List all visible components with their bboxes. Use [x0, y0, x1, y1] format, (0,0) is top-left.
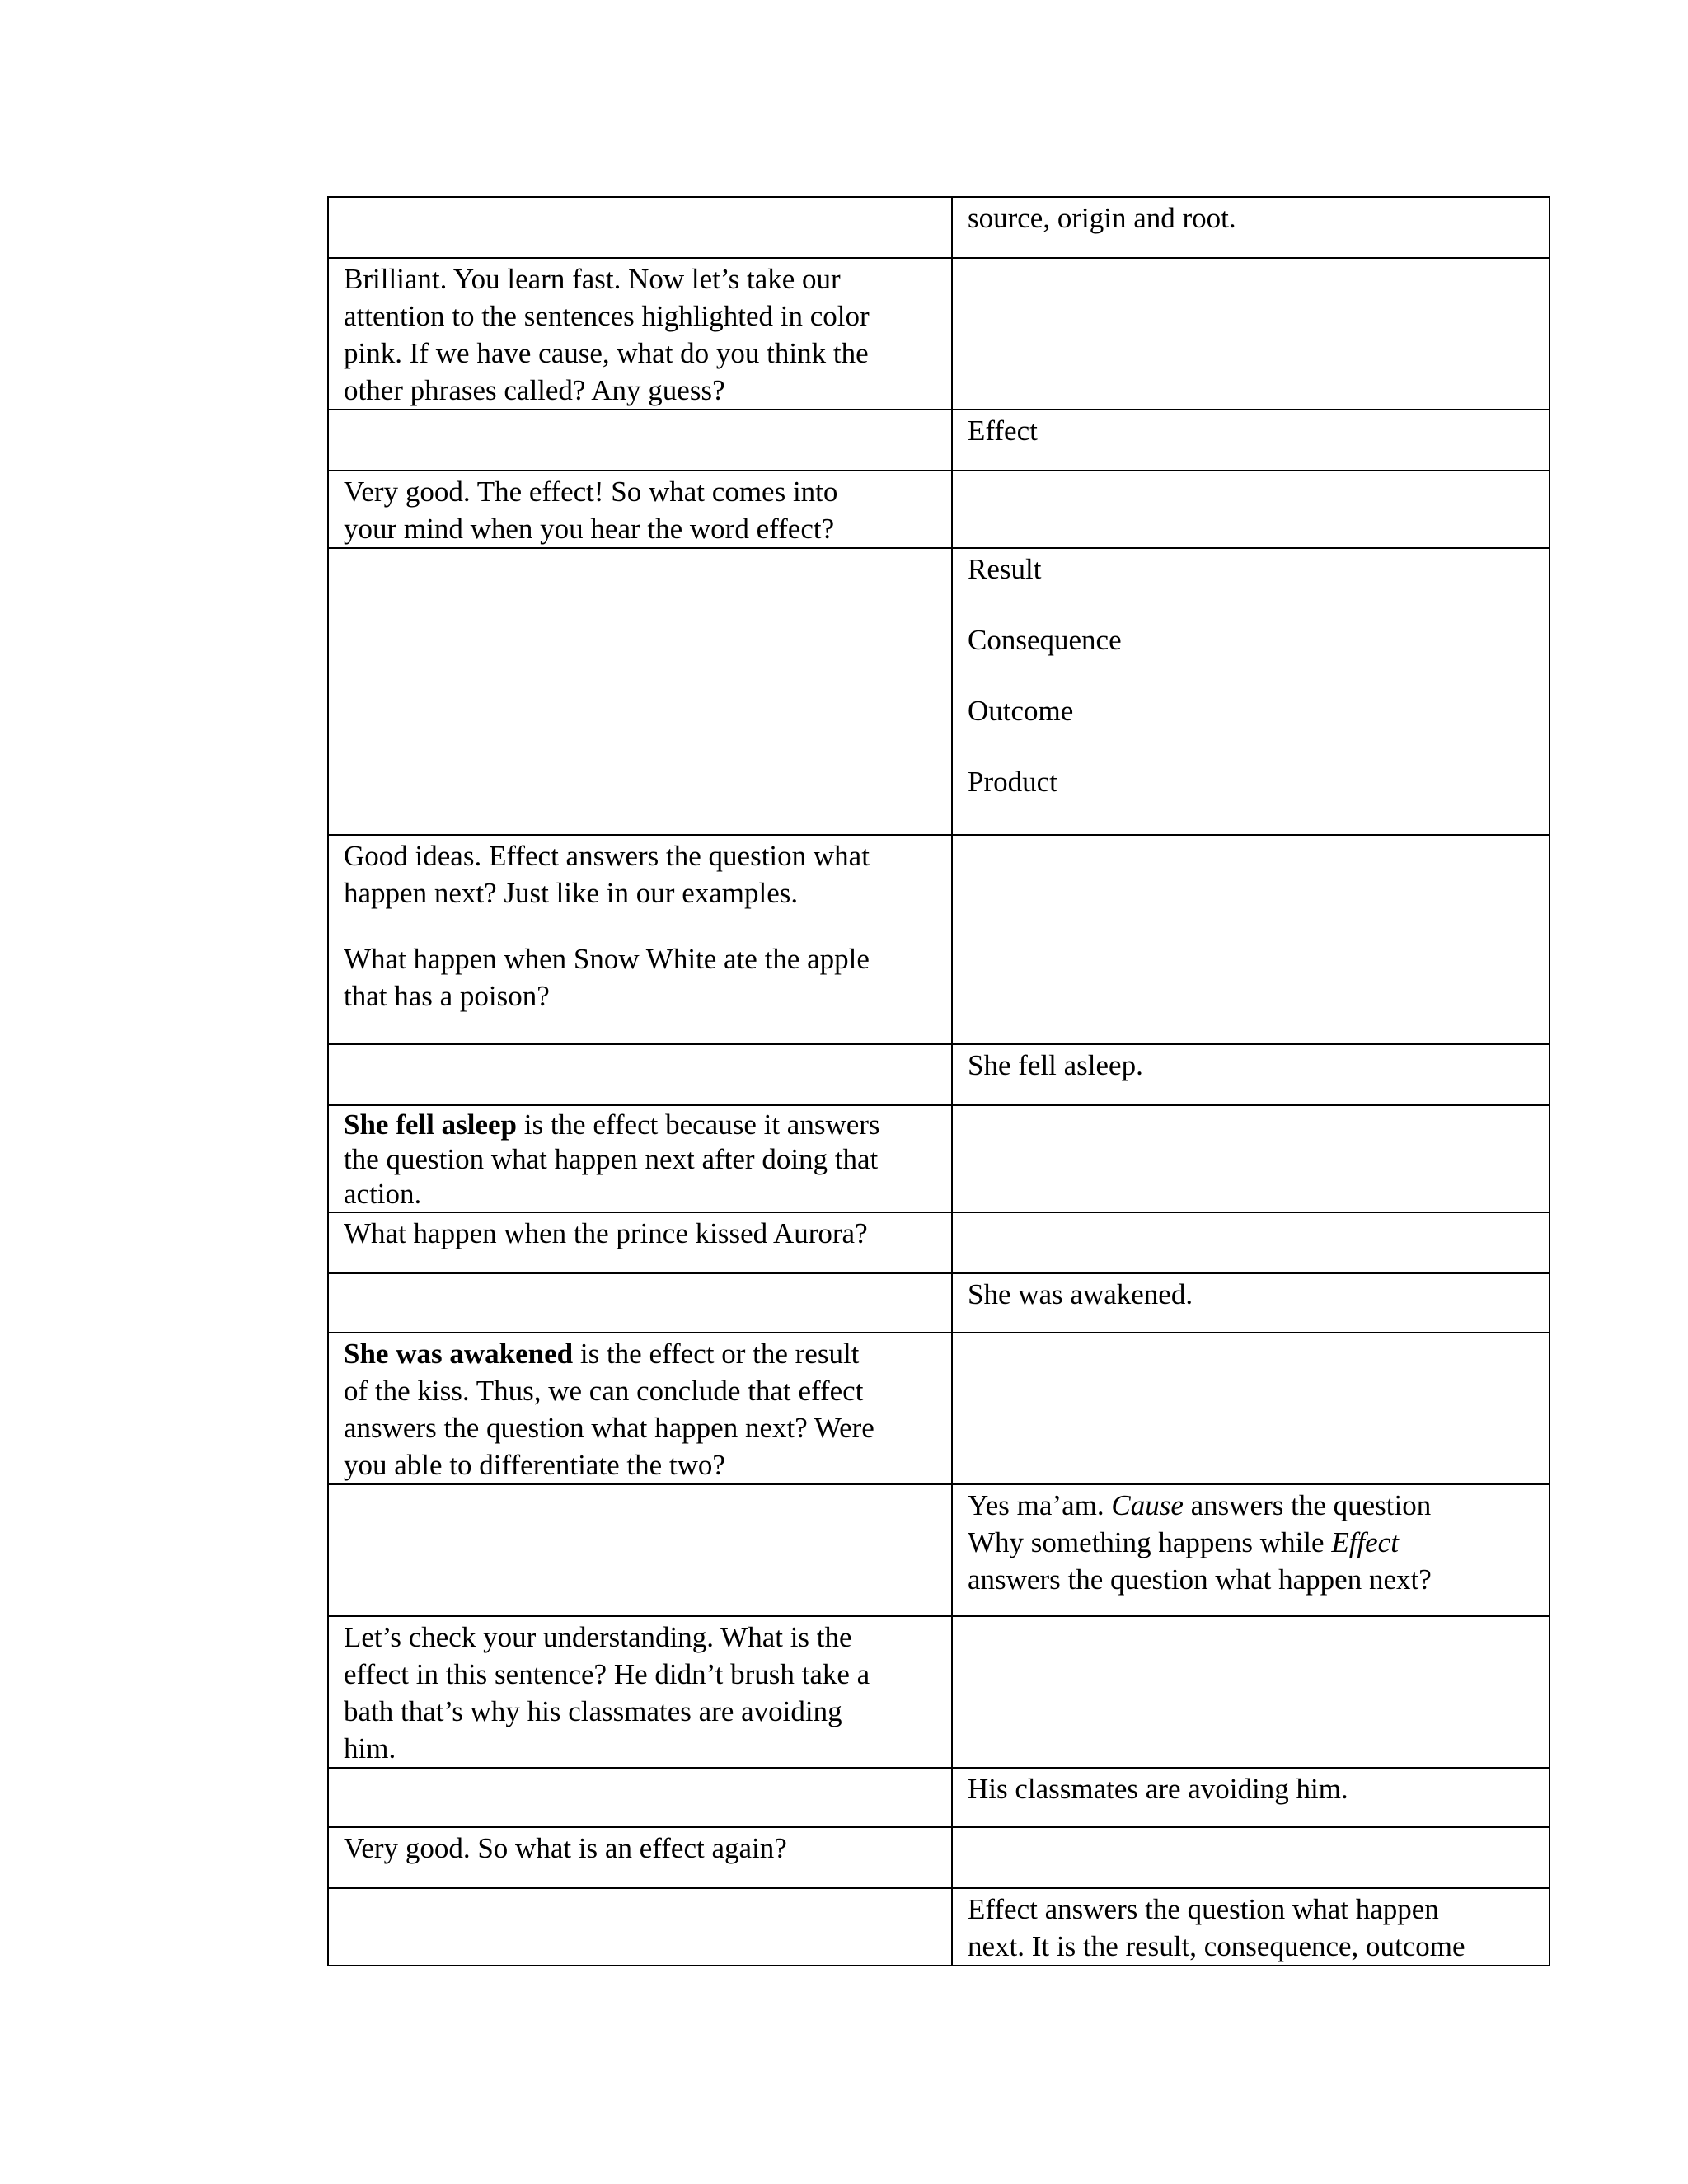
teacher-line	[344, 1335, 936, 1372]
teacher-line: answers the question what happen next? Were	[344, 1412, 874, 1444]
student-text: answers the question	[1183, 1489, 1432, 1521]
student-cell	[952, 1044, 1550, 1105]
teacher-line: effect in this sentence? He didn’t brush take a	[344, 1658, 870, 1690]
teacher-cell	[328, 1105, 952, 1212]
table-row	[328, 548, 1550, 835]
student-cell	[952, 835, 1550, 1044]
teacher-cell	[328, 1827, 952, 1888]
teacher-cell	[328, 548, 952, 835]
teacher-line: Let’s check your understanding. What is the	[344, 1621, 852, 1653]
italic-term: Cause	[1111, 1489, 1184, 1521]
table-row	[328, 1616, 1550, 1768]
teacher-line: other phrases called? Any guess?	[344, 374, 725, 406]
table-row	[328, 1333, 1550, 1484]
table-row	[328, 1768, 1550, 1827]
teacher-line: Very good. The effect! So what comes into	[344, 476, 838, 508]
teacher-line: him.	[344, 1732, 396, 1765]
lesson-dialogue-table	[327, 196, 1550, 1966]
student-text: Yes ma’am.	[968, 1489, 1112, 1521]
bold-phrase: She fell asleep	[344, 1108, 517, 1141]
student-line: next. It is the result, consequence, outcome	[968, 1930, 1465, 1962]
table-row	[328, 197, 1550, 258]
teacher-cell	[328, 1888, 952, 1966]
table-row	[328, 1044, 1550, 1105]
italic-term: Effect	[1331, 1526, 1399, 1558]
student-line	[968, 1487, 1534, 1524]
student-line	[968, 1524, 1534, 1561]
table-row	[328, 258, 1550, 410]
table-row	[328, 1212, 1550, 1273]
table-row	[328, 1827, 1550, 1888]
teacher-line: What happen when the prince kissed Aurora?	[344, 1217, 868, 1249]
teacher-line: Brilliant. You learn fast. Now let’s take our	[344, 263, 841, 295]
teacher-cell	[328, 1484, 952, 1616]
teacher-cell	[328, 1044, 952, 1105]
student-cell	[952, 1333, 1550, 1484]
student-line: She was awakened.	[968, 1278, 1193, 1310]
teacher-cell	[328, 1333, 952, 1484]
teacher-cell	[328, 258, 952, 410]
table-row	[328, 1888, 1550, 1966]
teacher-line: your mind when you hear the word effect?	[344, 513, 835, 545]
student-list-item: Outcome	[968, 695, 1074, 727]
teacher-line-rest: is the effect because it answers	[516, 1108, 880, 1141]
student-cell	[952, 410, 1550, 471]
teacher-cell	[328, 410, 952, 471]
student-text: Why something happens while	[968, 1526, 1332, 1558]
teacher-cell	[328, 197, 952, 258]
table-row	[328, 1105, 1550, 1212]
student-cell	[952, 1827, 1550, 1888]
paragraph-gap	[344, 912, 936, 940]
teacher-line: Good ideas. Effect answers the question what	[344, 840, 870, 872]
teacher-line: the question what happen next after doing that	[344, 1143, 879, 1175]
student-line: answers the question what happen next?	[968, 1563, 1432, 1596]
teacher-line: attention to the sentences highlighted in color	[344, 300, 870, 332]
student-line: source, origin and root.	[968, 202, 1236, 234]
teacher-cell	[328, 1273, 952, 1333]
student-line: Effect	[968, 415, 1038, 447]
student-cell	[952, 1484, 1550, 1616]
student-cell	[952, 471, 1550, 548]
student-cell	[952, 548, 1550, 835]
teacher-line: of the kiss. Thus, we can conclude that effect	[344, 1375, 864, 1407]
table-row	[328, 1273, 1550, 1333]
table-row	[328, 410, 1550, 471]
teacher-line: bath that’s why his classmates are avoiding	[344, 1695, 842, 1727]
student-cell	[952, 1616, 1550, 1768]
student-line: His classmates are avoiding him.	[968, 1773, 1348, 1805]
teacher-cell	[328, 1616, 952, 1768]
teacher-line: What happen when Snow White ate the apple	[344, 943, 870, 975]
student-cell	[952, 1888, 1550, 1966]
student-cell	[952, 1768, 1550, 1827]
student-list-item: Product	[968, 766, 1057, 798]
teacher-cell	[328, 1768, 952, 1827]
teacher-cell	[328, 1212, 952, 1273]
teacher-line: Very good. So what is an effect again?	[344, 1832, 787, 1864]
teacher-line: action.	[344, 1178, 422, 1210]
teacher-line	[344, 1108, 936, 1142]
teacher-line: you able to differentiate the two?	[344, 1449, 725, 1481]
table-row	[328, 1484, 1550, 1616]
student-cell	[952, 1273, 1550, 1333]
teacher-line: happen next? Just like in our examples.	[344, 877, 799, 909]
teacher-line-rest: is the effect or the result	[573, 1338, 860, 1370]
teacher-line: pink. If we have cause, what do you think the	[344, 337, 869, 369]
student-line: She fell asleep.	[968, 1049, 1143, 1081]
student-line: Effect answers the question what happen	[968, 1893, 1439, 1925]
student-cell	[952, 1105, 1550, 1212]
student-cell	[952, 1212, 1550, 1273]
teacher-cell	[328, 835, 952, 1044]
student-list-item: Result	[968, 553, 1042, 585]
student-list-item: Consequence	[968, 624, 1122, 656]
student-cell	[952, 197, 1550, 258]
table-row	[328, 471, 1550, 548]
table-row	[328, 835, 1550, 1044]
bold-phrase: She was awakened	[344, 1338, 574, 1370]
teacher-line: that has a poison?	[344, 980, 550, 1012]
student-cell	[952, 258, 1550, 410]
teacher-cell	[328, 471, 952, 548]
